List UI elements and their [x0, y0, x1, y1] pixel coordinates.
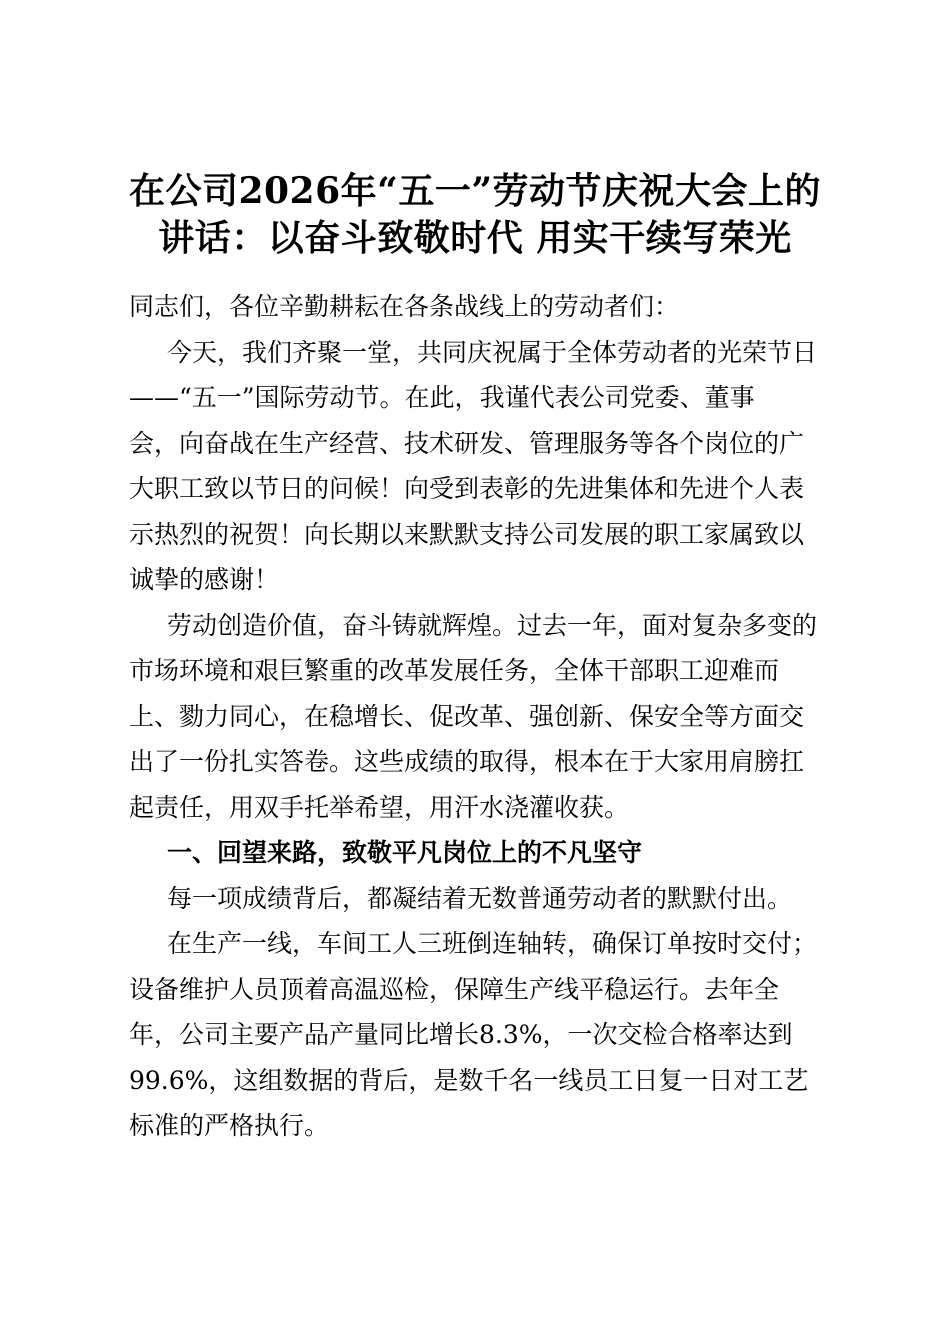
text-line: ——“五一”国际劳动节。在此，我谨代表公司党委、董事	[129, 383, 755, 412]
paragraph-greeting	[129, 330, 829, 603]
text-line: 市场环境和艰巨繁重的改革发展任务，全体干部职工迎难而	[129, 656, 780, 685]
text-line: 同志们，各位辛勤耕耘在各条战线上的劳动者们：	[129, 292, 680, 321]
text-line: 年，公司主要产品产量同比增长8.3%，一次交检合格率达到	[129, 1020, 793, 1049]
section-heading	[129, 830, 829, 876]
text-line: 上、勠力同心，在稳增长、促改革、强创新、保安全等方面交	[129, 701, 805, 731]
text-line: 起责任，用双手托举希望，用汗水浇灌收获。	[129, 792, 630, 822]
salutation	[129, 284, 829, 330]
title-line-2: 讲话：以奋斗致敬时代 用实干续写荣光	[158, 217, 792, 259]
text-line: 出了一份扎实答卷。这些成绩的取得，根本在于大家用肩膀扛	[129, 747, 805, 776]
text-line: 劳动创造价值，奋斗铸就辉煌。过去一年，面对复杂多变的	[167, 610, 818, 640]
document-title	[110, 168, 840, 262]
text-line: 会，向奋战在生产经营、技术研发、管理服务等各个岗位的广	[129, 428, 805, 458]
text-line: 大职工致以节日的问候！向受到表彰的先进集体和先进个人表	[129, 474, 805, 503]
text-line: 每一项成绩背后，都凝结着无数普通劳动者的默默付出。	[167, 883, 793, 913]
paragraph-achievements	[129, 603, 829, 831]
paragraph-production	[129, 921, 829, 1149]
text-line: 诚挚的感谢！	[129, 565, 280, 594]
paragraph-intro	[129, 876, 829, 922]
title-line-1: 在公司2026年“五一”劳动节庆祝大会上的	[128, 170, 822, 212]
text-line: 99.6%，这组数据的背后，是数千名一线员工日复一日对工艺	[129, 1065, 809, 1095]
text-line: 设备维护人员顶着高温巡检，保障生产线平稳运行。去年全	[129, 974, 780, 1004]
text-line: 示热烈的祝贺！向长期以来默默支持公司发展的职工家属致以	[129, 519, 805, 549]
text-line: 标准的严格执行。	[129, 1111, 330, 1140]
text-line: 在生产一线，车间工人三班倒连轴转，确保订单按时交付；	[167, 929, 818, 958]
text-line: 一、回望来路，致敬平凡岗位上的不凡坚守	[167, 838, 643, 867]
document-body	[129, 284, 829, 1149]
text-line: 今天，我们齐聚一堂，共同庆祝属于全体劳动者的光荣节日	[167, 337, 818, 367]
